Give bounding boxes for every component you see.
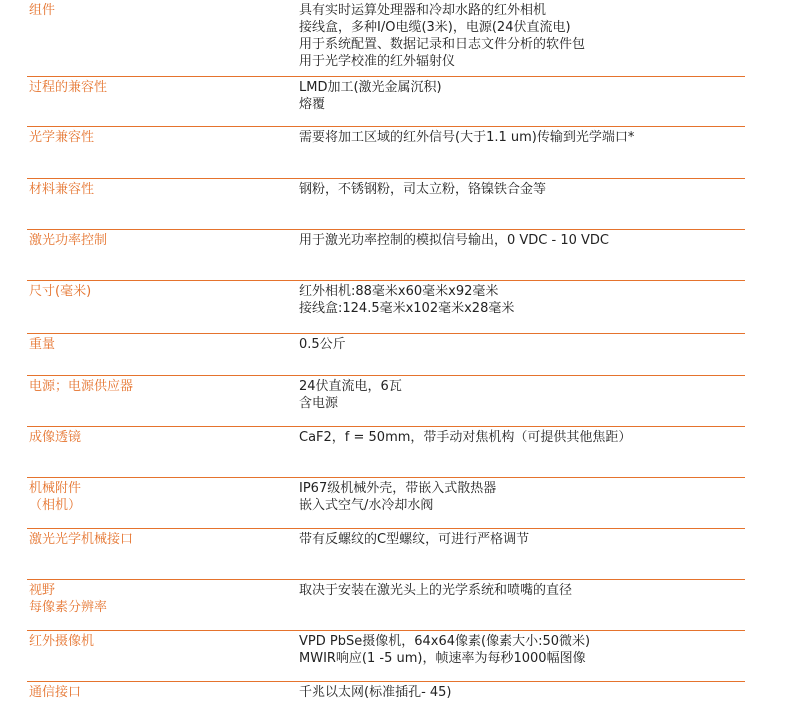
spec-row-imaging-lens <box>27 427 745 478</box>
value-line: IP67级机械外壳，带嵌入式散热器 <box>299 481 497 496</box>
row-label: 光学兼容性 <box>29 130 95 145</box>
spec-row-laser-power-control <box>27 230 745 281</box>
row-label: 材料兼容性 <box>29 182 95 197</box>
value-line: 用于系统配置、数据记录和日志文件分析的软件包 <box>299 37 586 52</box>
row-label: 组件 <box>29 3 56 18</box>
row-value <box>299 336 346 353</box>
value-line: VPD PbSe摄像机，64x64像素(像素大小:50微米) <box>299 634 591 649</box>
value-line: 含电源 <box>299 396 339 411</box>
value-line: 用于激光功率控制的模拟信号输出，0 VDC - 10 VDC <box>299 233 609 248</box>
row-value <box>299 531 529 548</box>
row-value <box>299 378 402 412</box>
spec-row-optomechanical-interface <box>27 529 745 580</box>
spec-row-components <box>27 0 745 77</box>
row-label: 视野 每像素分辨率 <box>29 583 108 615</box>
row-label: 重量 <box>29 337 56 352</box>
value-line: 取决于安装在激光头上的光学系统和喷嘴的直径 <box>299 583 573 598</box>
value-line: 需要将加工区域的红外信号(大于1.1 um)传输到光学端口* <box>299 130 635 145</box>
row-label: 激光功率控制 <box>29 233 108 248</box>
row-value <box>299 633 590 667</box>
spec-row-weight <box>27 334 745 376</box>
row-value <box>299 181 546 198</box>
value-line: 带有反螺纹的C型螺纹，可进行严格调节 <box>299 532 530 547</box>
spec-row-optical-compatibility <box>27 127 745 179</box>
value-line: 24伏直流电，6瓦 <box>299 379 402 394</box>
spec-row-power-supply <box>27 376 745 427</box>
spec-row-dimensions <box>27 281 745 334</box>
row-value <box>299 684 452 701</box>
spec-row-material-compatibility <box>27 179 745 230</box>
row-label: 尺寸(毫米) <box>29 284 92 299</box>
spec-row-communication-interface <box>27 682 745 715</box>
row-label: 电源；电源供应器 <box>29 379 134 394</box>
value-line: 嵌入式空气/水冷却水阀 <box>299 498 434 513</box>
value-line: 熔覆 <box>299 97 326 112</box>
row-label: 激光光学机械接口 <box>29 532 134 547</box>
value-line: 钢粉，不锈钢粉，司太立粉，铬镍铁合金等 <box>299 182 547 197</box>
value-line: 接线盒:124.5毫米x102毫米x28毫米 <box>299 301 515 316</box>
value-line: 千兆以太网(标准插孔- 45) <box>299 685 452 700</box>
row-value <box>299 79 442 113</box>
row-label: 红外摄像机 <box>29 634 95 649</box>
row-value <box>299 2 585 70</box>
value-line: CaF2，f = 50mm，带手动对焦机构（可提供其他焦距） <box>299 430 632 445</box>
spec-row-process-compatibility <box>27 77 745 127</box>
value-line: 用于光学校准的红外辐射仪 <box>299 54 456 69</box>
value-line: 0.5公斤 <box>299 337 346 352</box>
row-value <box>299 480 496 514</box>
value-line: MWIR响应(1 -5 um)，帧速率为每秒1000幅图像 <box>299 651 586 666</box>
row-value <box>299 232 609 249</box>
spec-row-field-of-view <box>27 580 745 631</box>
value-line: 接线盒，多种I/O电缆(3米)，电源(24伏直流电) <box>299 20 571 35</box>
row-label: 成像透镜 <box>29 430 82 445</box>
row-value <box>299 283 514 317</box>
spec-row-ir-camera <box>27 631 745 682</box>
row-value <box>299 582 572 599</box>
value-line: LMD加工(激光金属沉积) <box>299 80 442 95</box>
row-label: 机械附件 （相机） <box>29 481 82 513</box>
spec-row-mechanical-accessories <box>27 478 745 529</box>
row-value <box>299 129 634 146</box>
value-line: 具有实时运算处理器和冷却水路的红外相机 <box>299 3 547 18</box>
row-label: 通信接口 <box>29 685 82 700</box>
value-line: 红外相机:88毫米x60毫米x92毫米 <box>299 284 499 299</box>
row-value <box>299 429 631 446</box>
row-label: 过程的兼容性 <box>29 80 108 95</box>
